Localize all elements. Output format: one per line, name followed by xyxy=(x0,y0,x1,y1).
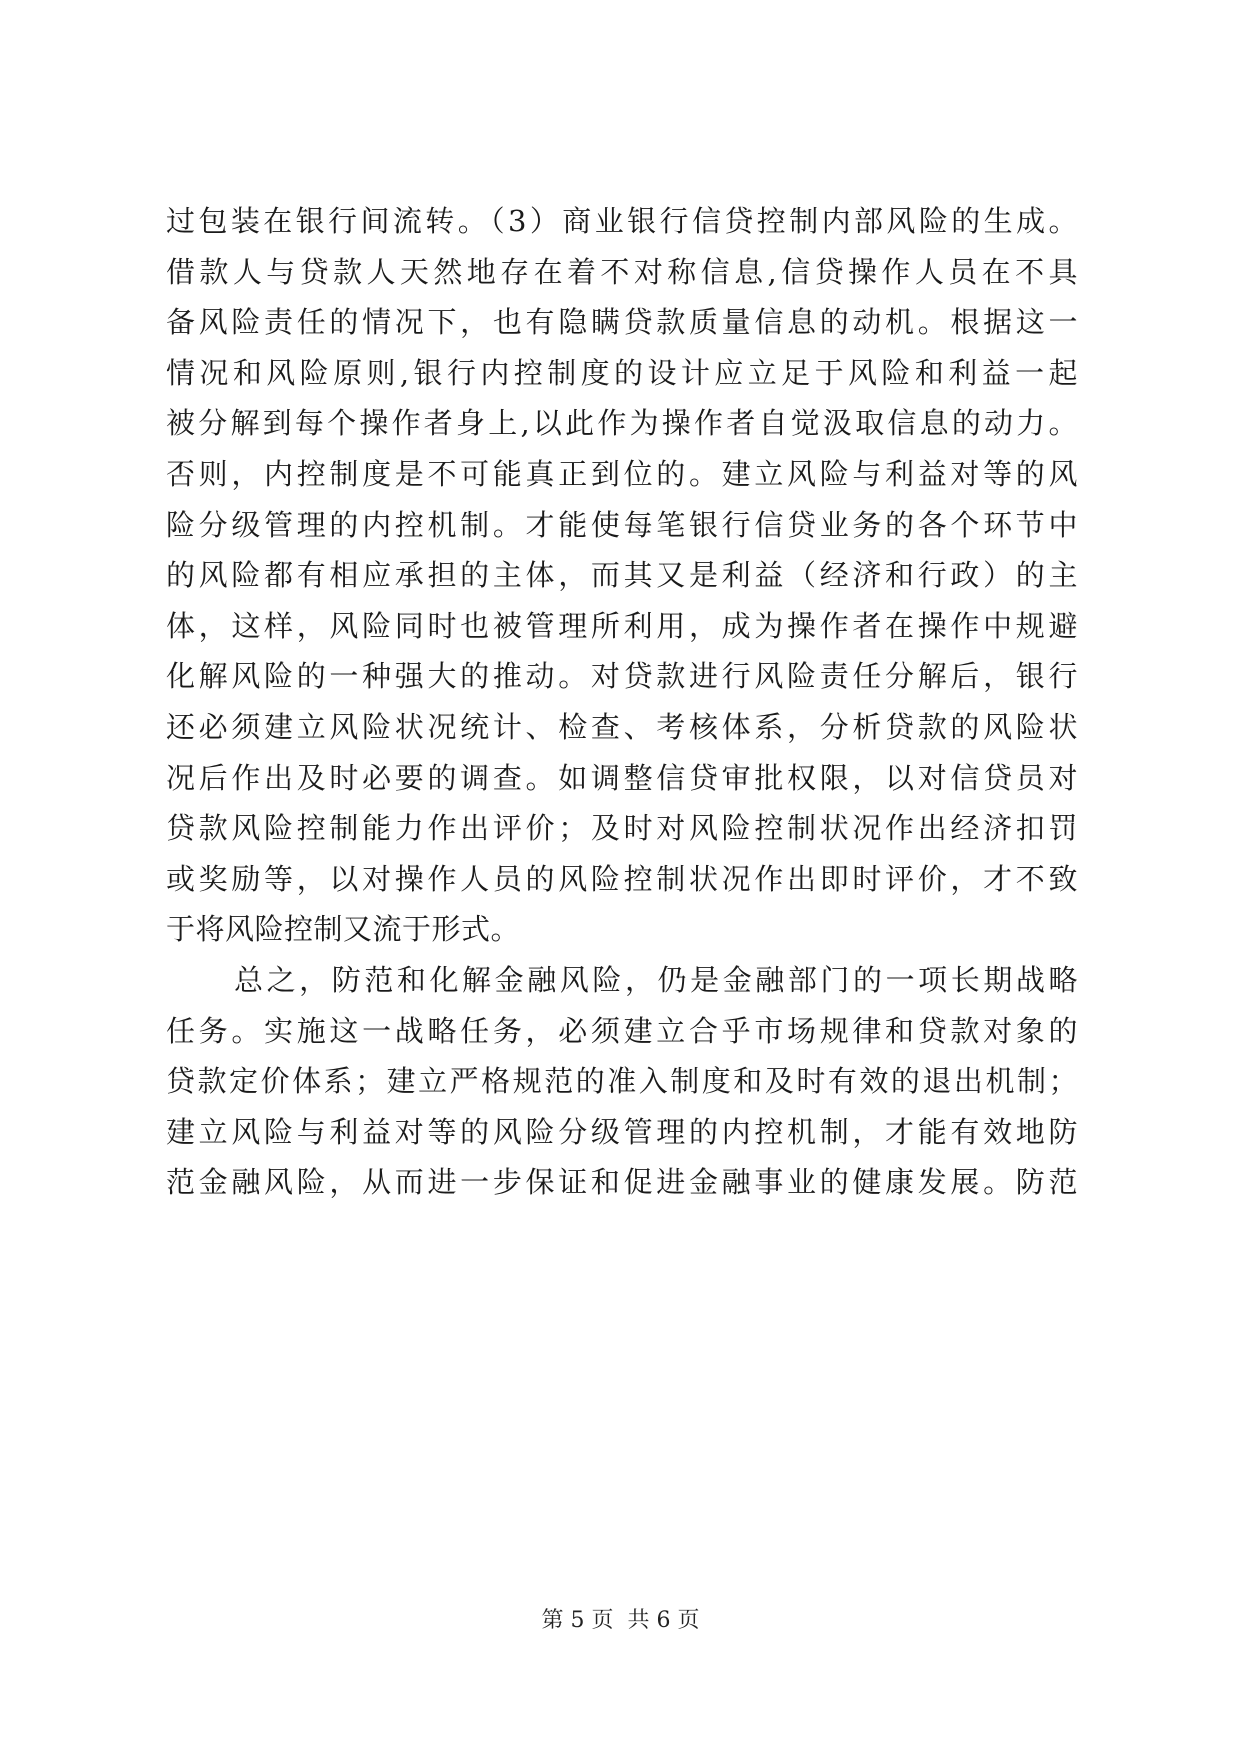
text-line: 于将风险控制又流于形式。 xyxy=(166,912,521,947)
text-line: 贷款定价体系；建立严格规范的准入制度和及时有效的退出机制； xyxy=(166,1064,1078,1099)
text-line: 总之，防范和化解金融风险，仍是金融部门的一项长期战略 xyxy=(234,962,1078,997)
text-line: 险分级管理的内控机制。才能使每笔银行信贷业务的各个环节中 xyxy=(166,507,1078,542)
text-line: 建立风险与利益对等的风险分级管理的内控机制，才能有效地防 xyxy=(166,1114,1078,1149)
text-line: 化解风险的一种强大的推动。对贷款进行风险责任分解后，银行 xyxy=(166,659,1078,694)
text-line: 备风险责任的情况下，也有隐瞒贷款质量信息的动机。根据这一 xyxy=(166,305,1078,340)
text-line: 的风险都有相应承担的主体，而其又是利益（经济和行政）的主 xyxy=(166,558,1078,593)
text-line: 贷款风险控制能力作出评价；及时对风险控制状况作出经济扣罚 xyxy=(166,811,1078,846)
text-line: 还必须建立风险状况统计、检查、考核体系，分析贷款的风险状 xyxy=(166,709,1078,744)
text-line: 范金融风险，从而进一步保证和促进金融事业的健康发展。防范 xyxy=(166,1165,1078,1200)
text-line: 借款人与贷款人天然地存在着不对称信息,信贷操作人员在不具 xyxy=(166,254,1078,289)
page-footer xyxy=(0,1606,1241,1636)
text-line: 或奖励等，以对操作人员的风险控制状况作出即时评价，才不致 xyxy=(166,861,1078,896)
text-line: 被分解到每个操作者身上,以此作为操作者自觉汲取信息的动力。 xyxy=(166,406,1078,441)
text-line: 况后作出及时必要的调查。如调整信贷审批权限，以对信贷员对 xyxy=(166,760,1078,795)
text-line: 体，这样，风险同时也被管理所利用，成为操作者在操作中规避 xyxy=(166,608,1078,643)
text-line: 否则，内控制度是不可能真正到位的。建立风险与利益对等的风 xyxy=(166,456,1078,491)
text-line: 任务。实施这一战略任务，必须建立合乎市场规律和贷款对象的 xyxy=(166,1013,1078,1048)
text-line: 过包装在银行间流转。（3）商业银行信贷控制内部风险的生成。 xyxy=(166,204,1078,238)
page-number: 第 5 页 共 6 页 xyxy=(541,1608,700,1633)
body-text xyxy=(166,196,1078,1208)
text-line: 情况和风险原则,银行内控制度的设计应立足于风险和利益一起 xyxy=(166,355,1078,390)
